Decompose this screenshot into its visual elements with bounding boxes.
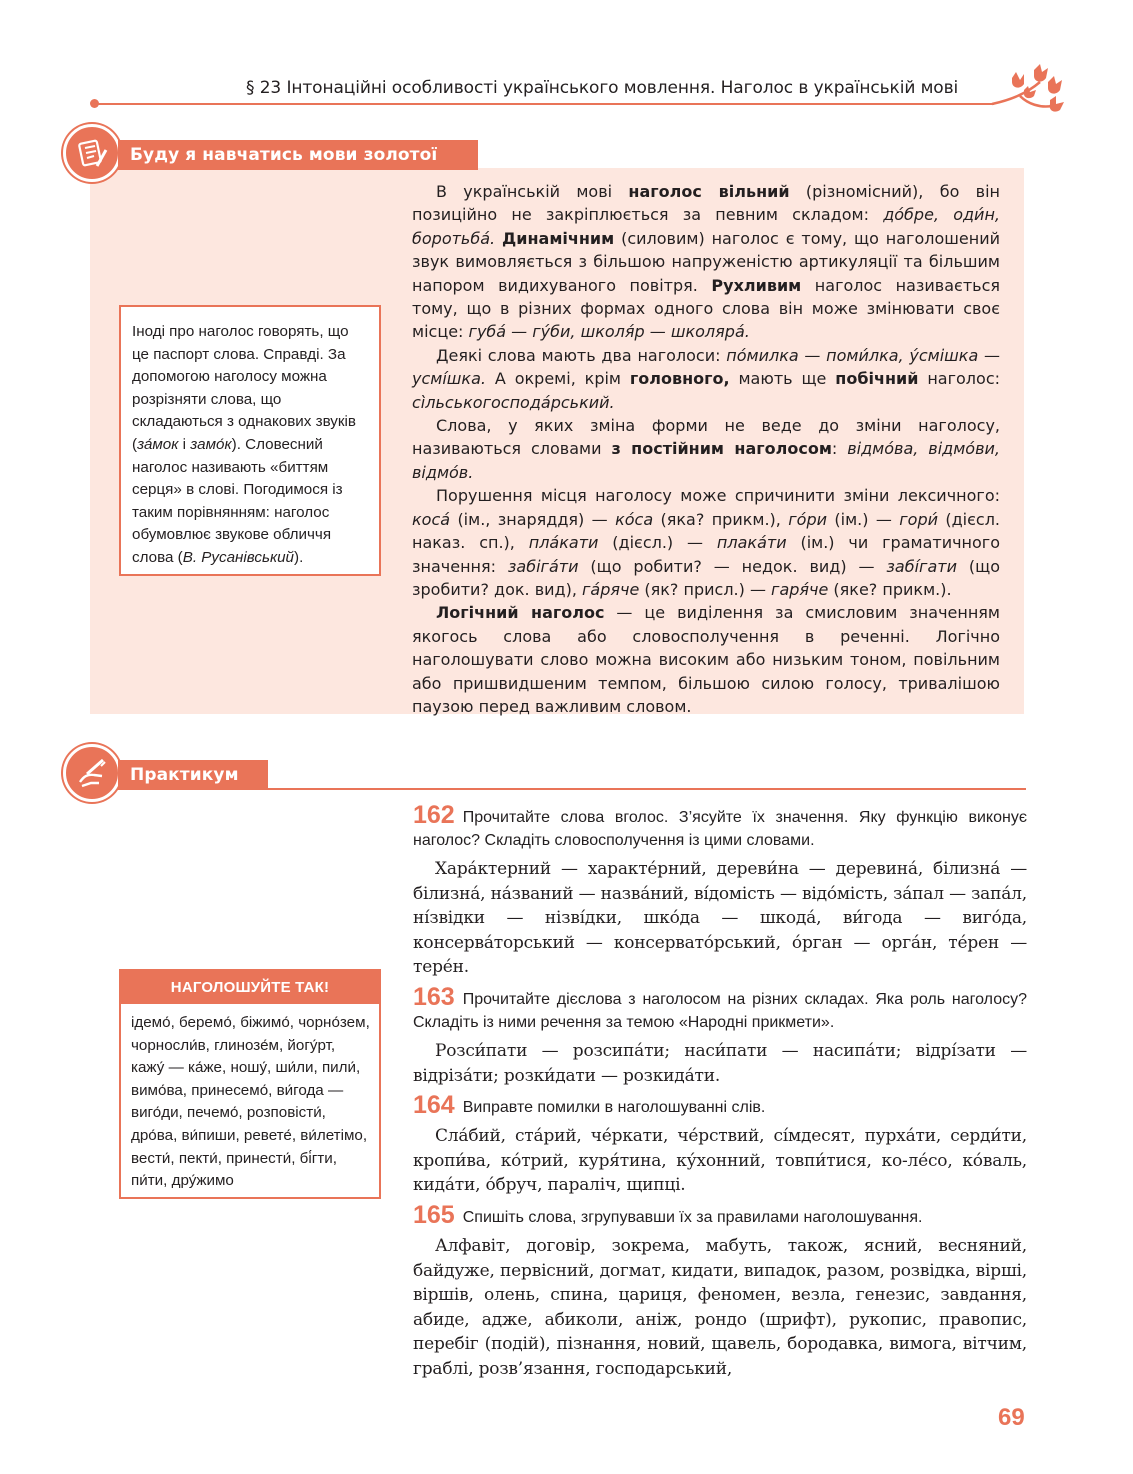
exercise-164 [413, 1091, 1027, 1198]
theory-section-tag: Буду я навчатись мови золотої [118, 140, 478, 170]
exercise-number: 164 [413, 1091, 455, 1120]
theory-text [412, 180, 1000, 718]
note-example: за́мок [137, 435, 179, 453]
exercises [413, 801, 1027, 1388]
stress-tip-body: ідемо́, беремо́, біжимо́, чорно́зем, чорносли́в, глинозе́м, йогу́рт, кажу́ — ка́же, ношу́, ши́ли, пили́, вимо́ва, принесемо́, ви́года — виго́ди, печемо́, розповісти́, дро́ва, ви́пиши, ревете́, ви́летімо, вести́, пекти́, принести́, бі́гти, пи́ти, дру́жимо [131, 1014, 370, 1190]
note-author: В. Русанівський [182, 548, 295, 566]
header-rule [94, 103, 994, 105]
exercise-number: 165 [413, 1200, 455, 1229]
header-rule-dot [90, 99, 99, 108]
exercise-words: Сла́бий, ста́рий, че́ркати, че́рствий, сі́мдесят, пурха́ти, серди́ти, кропи́ва, ко́трий, куря́тина, ку́хонний, товпи́тися, ко-ле́со, ко́валь, кида́ти, о́бруч, параліч, щипці. [413, 1126, 1027, 1196]
exercise-task: 165 Спишіть слова, згрупувавши їх за правилами наголошування. [413, 1200, 923, 1229]
note-text: і [178, 435, 191, 453]
theory-paragraph: Логічний наголос — це виділення за смисловим значенням якогось слова або словосполучення в реченні. Логічно наголошувати слово можна високим або низьким тоном, повільним або пришвидшеним темпом, більшою силою голосу, тривалішою паузою перед важливим словом. [412, 603, 1000, 716]
note-example: замо́к [190, 435, 232, 453]
exercise-words: Розси́пати — розсипа́ти; наси́пати — насипа́ти; відрі́зати — відріза́ти; розки́дати — розкида́ти. [413, 1040, 1027, 1086]
theory-paragraph: Порушення місця наголосу може спричинити зміни лексичного: коса́ (ім., знаряддя) — ко́са (яка? прикм.), го́ри (ім.) — гори́ (дієсл. наказ. сп.), пла́кати (дієсл.) — плака́ти (ім.) чи граматичного значення: забіга́ти (що робити? — недок. вид) — забі́гати (що зробити? док. вид), га́ряче (як? присл.) — гаря́че (яке? прикм.). [412, 486, 1001, 599]
exercise-162 [413, 801, 1027, 980]
hand-pen-icon [63, 744, 121, 802]
practicum-rule [268, 788, 1026, 790]
running-header-title: § 23 Інтонаційні особливості українського мовлення. Наголос в українській мові [246, 78, 959, 98]
exercise-number: 162 [413, 801, 455, 829]
stress-tip-title: НАГОЛОШУЙТЕ ТАК! [121, 971, 379, 1004]
exercise-words: Хара́ктерний — характе́рний, дереви́на — деревина́, білизна́ — білизна́, на́званий — назва́ний, ві́домість — відо́мість, за́пал — запа́л, ні́звідки — нізві́дки, шко́да — шкода́, ви́года — виго́да, консерва́торський — консервато́рський, о́рган — орга́н, те́рен — тере́н. [413, 859, 1027, 978]
theory-paragraph: Деякі слова мають два наголоси: по́милка — поми́лка, у́смішка — усмі́шка. А окремі, крім головного, мають ще побічний наголос: сі̀льськогосподáрський. [412, 345, 1001, 412]
theory-paragraph: В українській мові наголос вільний (різномісний), бо він позиційно не закріплюється за певним складом: до́бре, оди́н, боротьба́. Динамічним (силовим) наголос є тому, що наголошений звук вимовляється з більшою напруженістю артикуляції та більшим напором видихуваного повітря. Рухливим наголос називається тому, що в різних формах одного слова він може змінювати своє місце: губа́ — гу́би, школя́р — школяра́. [412, 182, 1001, 342]
side-note-box [119, 305, 381, 576]
exercise-words: Алфавіт, договір, зокрема, мабуть, також, ясний, весняний, байдуже, первісний, догмат, кидати, випадок, разом, розвідка, вірші, віршів, олень, спина, цариця, феномен, везла, генезис, завдання, абиде, адже, абиколи, аніж, рондо (шрифт), рукопис, правопис, перебіг (подій), пізнання, новий, щавель, бородавка, вимога, вітчим, граблі, розв’язання, господарський, [413, 1235, 1027, 1379]
exercise-165 [413, 1200, 1027, 1382]
exercise-163 [413, 982, 1027, 1088]
notebook-pen-icon [63, 124, 121, 182]
exercise-task: 162 Прочитайте слова вголос. З’ясуйте їх значення. Яку функцію виконує наголос? Складіть словосполучення із цими словами. [413, 801, 1027, 849]
exercise-task: 163 Прочитайте дієслова з наголосом на різних складах. Яка роль наголосу? Складіть із ними речення за темою «Народні прикмети». [413, 982, 1027, 1031]
exercise-task: 164 Виправте помилки в наголошуванні слів. [413, 1091, 766, 1120]
exercise-number: 163 [413, 982, 455, 1011]
note-text: ). Словесний наголос називають «биттям серця» в слові. Погодимося із таким порівнянням: наголос обумовлює звукове обличчя слова ( [132, 435, 343, 566]
note-text: ). [294, 548, 304, 566]
note-text: Іноді про наголос говорять, що це паспорт слова. Справді. За допомогою наголосу можна розрізняти слова, що складаються з однакових звуків ( [132, 323, 356, 453]
theory-paragraph: Слова, у яких зміна форми не веде до зміни наголосу, називаються словами з постійним наголосом: відмо́ва, відмо́ви, відмо́в. [412, 416, 1000, 482]
practicum-section-tag: Практикум [118, 760, 268, 790]
stress-tip-box [119, 969, 381, 1199]
page-number: 69 [998, 1404, 1025, 1431]
tulip-ornament-icon [990, 60, 1070, 120]
